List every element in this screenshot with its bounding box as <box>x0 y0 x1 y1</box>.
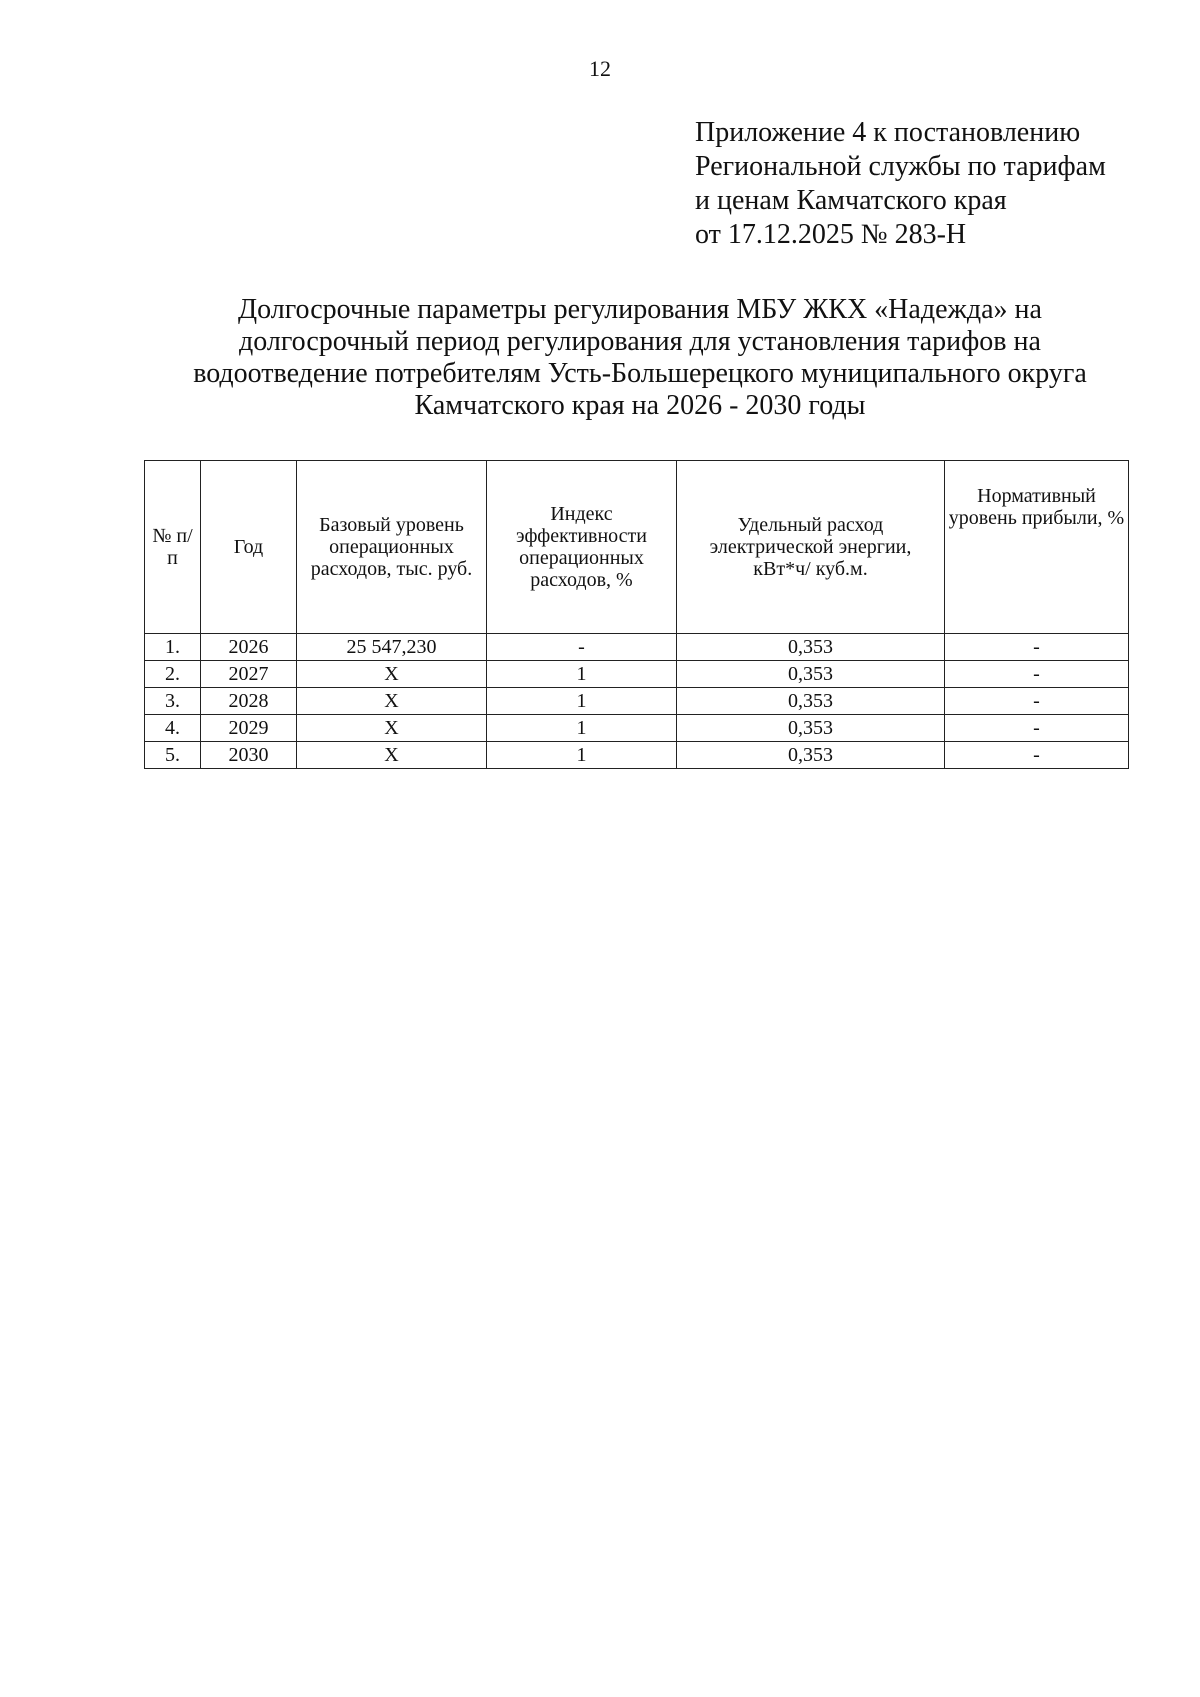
header-profit-level: Нормативный уровень прибыли, % <box>945 461 1129 634</box>
cell-specific-energy: 0,353 <box>677 742 945 769</box>
header-number: № п/п <box>145 461 201 634</box>
cell-number: 1. <box>145 634 201 661</box>
appendix-line: и ценам Камчатского края <box>695 185 1007 216</box>
header-year: Год <box>201 461 297 634</box>
appendix-line: Региональной службы по тарифам <box>695 151 1106 182</box>
document-title <box>150 294 1130 422</box>
cell-number: 5. <box>145 742 201 769</box>
cell-number: 4. <box>145 715 201 742</box>
cell-year: 2030 <box>201 742 297 769</box>
cell-year: 2028 <box>201 688 297 715</box>
header-efficiency-index: Индекс эффективности операционных расходов, % <box>487 461 677 634</box>
regulation-parameters-table <box>144 460 1129 769</box>
title-line: Долгосрочные параметры регулирования МБУ ЖКХ «Надежда» на <box>238 294 1042 325</box>
cell-base-opex: X <box>297 661 487 688</box>
table-row <box>145 742 1129 769</box>
cell-profit-level: - <box>945 634 1129 661</box>
cell-base-opex: X <box>297 715 487 742</box>
cell-base-opex: X <box>297 742 487 769</box>
title-line: Камчатского края на 2026 - 2030 годы <box>414 390 866 421</box>
cell-specific-energy: 0,353 <box>677 634 945 661</box>
cell-profit-level: - <box>945 688 1129 715</box>
appendix-line: Приложение 4 к постановлению <box>695 117 1081 148</box>
cell-profit-level: - <box>945 661 1129 688</box>
cell-year: 2027 <box>201 661 297 688</box>
cell-efficiency-index: 1 <box>487 661 677 688</box>
table-row <box>145 634 1129 661</box>
table-row <box>145 661 1129 688</box>
cell-profit-level: - <box>945 742 1129 769</box>
cell-base-opex: X <box>297 688 487 715</box>
cell-year: 2029 <box>201 715 297 742</box>
header-base-opex: Базовый уровень операционных расходов, тыс. руб. <box>297 461 487 634</box>
cell-efficiency-index: 1 <box>487 688 677 715</box>
title-line: долгосрочный период регулирования для установления тарифов на <box>239 326 1041 357</box>
table-row <box>145 715 1129 742</box>
cell-efficiency-index: - <box>487 634 677 661</box>
cell-number: 2. <box>145 661 201 688</box>
cell-number: 3. <box>145 688 201 715</box>
appendix-line: от 17.12.2025 № 283-Н <box>695 219 967 250</box>
table-header-row <box>145 461 1129 634</box>
cell-efficiency-index: 1 <box>487 742 677 769</box>
page-number: 12 <box>589 56 611 81</box>
cell-base-opex: 25 547,230 <box>297 634 487 661</box>
cell-specific-energy: 0,353 <box>677 688 945 715</box>
appendix-block <box>695 116 1175 252</box>
table-row <box>145 688 1129 715</box>
cell-year: 2026 <box>201 634 297 661</box>
title-line: водоотведение потребителям Усть-Большерецкого муниципального округа <box>193 358 1087 389</box>
cell-specific-energy: 0,353 <box>677 715 945 742</box>
cell-specific-energy: 0,353 <box>677 661 945 688</box>
cell-efficiency-index: 1 <box>487 715 677 742</box>
header-specific-energy: Удельный расход электрической энергии, кВт*ч/ куб.м. <box>677 461 945 634</box>
cell-profit-level: - <box>945 715 1129 742</box>
